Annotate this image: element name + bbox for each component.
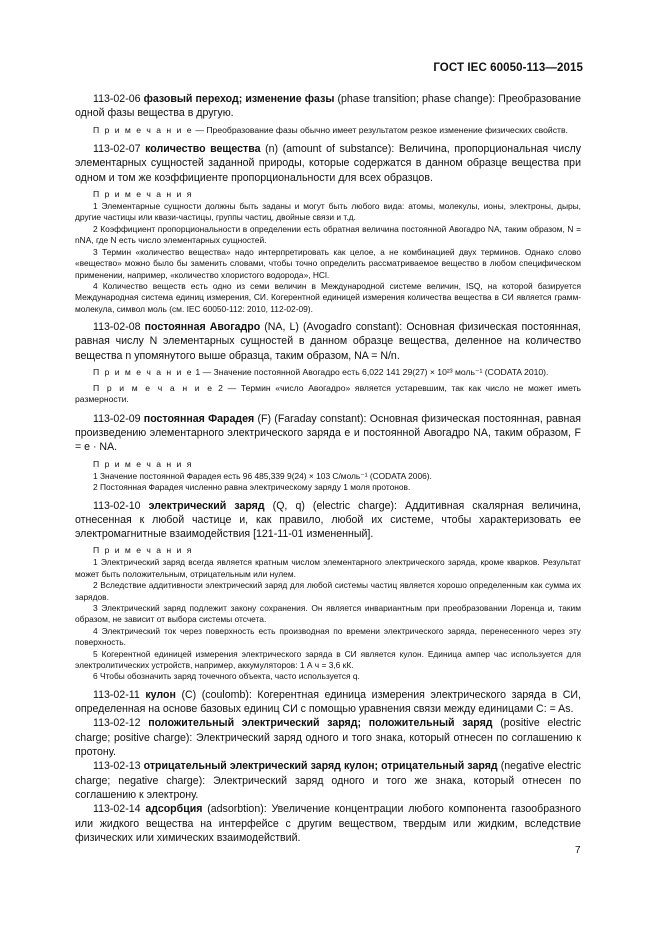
notes-label: П р и м е ч а н и я [93, 545, 193, 556]
entry-term: фазовый переход; изменение фазы [143, 93, 335, 105]
entry-113-02-10 [75, 499, 581, 542]
note-label: П р и м е ч а н и е [93, 382, 214, 393]
entry-number: 113-02-12 [93, 717, 141, 730]
document-id-header: ГОСТ IEC 60050-113—2015 [433, 62, 583, 74]
entry-definition: (n) (amount of substance): Величина, пропорциональная числу элементарных сущностей заданной природы, которые содержатся в данном образце вещества при одном и том же коэффициенте пропорциональности для всех образцов. [75, 143, 581, 184]
note-item: 4 Количество веществ есть одно из семи величин в Международной системе величин, ISQ, на которой базируется Международная система единиц измерения, СИ. Когерентной единицей измерения количества вещества в СИ является грамм-молекула, символ моль (см. IEC 60050-112: 2010, 112-02-09). [75, 280, 581, 314]
note-item: 5 Когерентной единицей измерения электрического заряда в СИ является кулон. Единица ампер час используется для электролитических устройств, например, аккумуляторов: 1 А ч = 3,6 кК. [75, 648, 581, 671]
entry-term: количество вещества [145, 143, 261, 156]
note-item: 2 Постоянная Фарадея численно равна электрическому заряду 1 моля протонов. [93, 482, 411, 493]
note-text: 2 — Термин «число Авогадро» является устаревшим, так как число не может иметь размерности. [75, 382, 581, 405]
entry-term: кулон [145, 688, 176, 701]
note-item: 6 Чтобы обозначить заряд точечного объекта, часто используется q. [93, 671, 360, 682]
entry-definition: (adsorbtion): Увеличение концентрации любого компонента газообразного или жидкого вещества на интерфейсе с другим веществом, твердым или жидким, вследствие физических или химических взаимодействий. [75, 803, 582, 844]
entry-number: 113-02-07 [93, 143, 141, 156]
note-text: 1 — Значение постоянной Авогадро есть 6,022 141 29(27) × 10²³ моль⁻¹ (CODATA 2010). [193, 367, 549, 378]
note-item: 1 Элементарные сущности должны быть заданы и могут быть любого вида: атомы, молекулы, ионы, электроны, дыры, другие частицы или квази-частицы, группы частиц, двойные связи и т.д. [75, 201, 581, 223]
entry-number: 113-02-06 [93, 93, 141, 105]
entry-number: 113-02-10 [93, 499, 141, 512]
entry-number: 113-02-14 [93, 803, 141, 816]
entry-definition: (F) (Faraday constant): Основная физическая постоянная, равная произведению элементарного электрического заряда e и постоянной Авогадро NA, таким образом, F = e · NA. [75, 412, 581, 454]
entry-note [75, 367, 581, 379]
note-label: П р и м е ч а н и е [93, 124, 194, 135]
entry-definition: (NA, L) (Avogadro constant): Основная физическая постоянная, равная числу N элементарных сущностей в данном образце вещества, деленное на количество вещества n упомянутого выше образца, таким образом, NA = N/n. [75, 321, 581, 362]
entry-definition: (negative electric charge; negative charge): Электрический заряд одного и того же знака, который отнесен по соглашению к электрону. [75, 760, 581, 801]
note-item: 4 Электрический ток через поверхность есть производная по времени электрического заряда, перенесенного через эту поверхность. [75, 625, 581, 648]
entry-term: адсорбция [145, 803, 203, 816]
entry-definition: (positive electric charge; positive charge): Электрический заряд одного и того знака, который отнесен по соглашению к протону. [75, 717, 581, 759]
entry-113-02-09 [75, 412, 581, 455]
entry-note [75, 383, 581, 406]
note-item: 3 Электрический заряд подлежит закону сохранения. Он является инвариантным при преобразовании Лоренца и, таким образом, не зависит от выбора системы отсчета. [75, 603, 581, 625]
note-item: 1 Электрический заряд всегда является кратным числом элементарного электрического заряда, кроме кварков. Результат может быть положительным, отрицательным или нулем. [75, 557, 581, 579]
note-text: — Преобразование фазы обычно имеет результатом резкое изменение физических свойств. [193, 124, 568, 135]
note-item: 3 Термин «количество вещества» надо интерпретировать как целое, а не комбинацией двух терминов. Однако слово «вещество» можно было бы заменить словами, чтобы точно определить рассматриваемое вещество в любом специфическом применении, например, «количество хлористого водорода», HCl. [75, 246, 581, 280]
entry-definition: (Q, q) (electric charge): Аддитивная скалярная величина, отнесенная к любой частице и, как правило, любой их системе, чтобы характеризовать ее электромагнитные взаимодействия [121-11-01 измененный]. [75, 499, 581, 541]
entry-term: электрический заряд [148, 499, 265, 512]
entry-113-02-14 [75, 802, 581, 845]
entry-number: 113-02-11 [93, 688, 140, 701]
entry-term: постоянная Авогадро [144, 321, 261, 334]
entry-113-02-07 [75, 142, 581, 185]
note-item: 2 Коэффициент пропорциональности в определении есть обратная величина постоянной Авогадро NA, таким образом, N = nNA, где N есть число элементарных сущностей. [75, 223, 581, 246]
entry-term: отрицательный электрический заряд кулон; отрицательный заряд [143, 760, 498, 773]
entry-number: 113-02-08 [93, 321, 141, 334]
entry-113-02-12 [75, 716, 581, 759]
notes-label: П р и м е ч а н и я [93, 458, 193, 469]
entry-term: постоянная Фарадея [143, 412, 255, 425]
entry-number: 113-02-09 [93, 412, 141, 425]
entry-definition: (phase transition; phase change): Преобразование одной фазы вещества в другую. [75, 93, 581, 120]
entry-113-02-11 [75, 688, 581, 717]
entry-113-02-13 [75, 759, 581, 802]
entry-113-02-06 [75, 92, 581, 121]
page-content [75, 92, 581, 845]
entry-term: положительный электрический заряд; положительный заряд [148, 717, 493, 730]
note-label: П р и м е ч а н и е [93, 367, 194, 378]
entry-note [75, 125, 581, 137]
entry-number: 113-02-13 [93, 760, 141, 773]
notes-label: П р и м е ч а н и я [93, 189, 193, 200]
entry-113-02-08 [75, 320, 581, 363]
note-item: 1 Значение постоянной Фарадея есть 96 485,339 9(24) × 103 C/моль⁻¹ (CODATA 2006). [93, 470, 432, 481]
entry-definition: (C) (coulomb): Когерентная единица измерения электрического заряда в СИ, определенная на основе базовых единиц СИ с помощью уравнения связи между единицами C: = As. [75, 688, 581, 716]
note-item: 2 Вследствие аддитивности электрический заряд для любой системы частиц является хорошо определенным как сумма их зарядов. [75, 580, 581, 602]
page-number: 7 [575, 845, 581, 856]
